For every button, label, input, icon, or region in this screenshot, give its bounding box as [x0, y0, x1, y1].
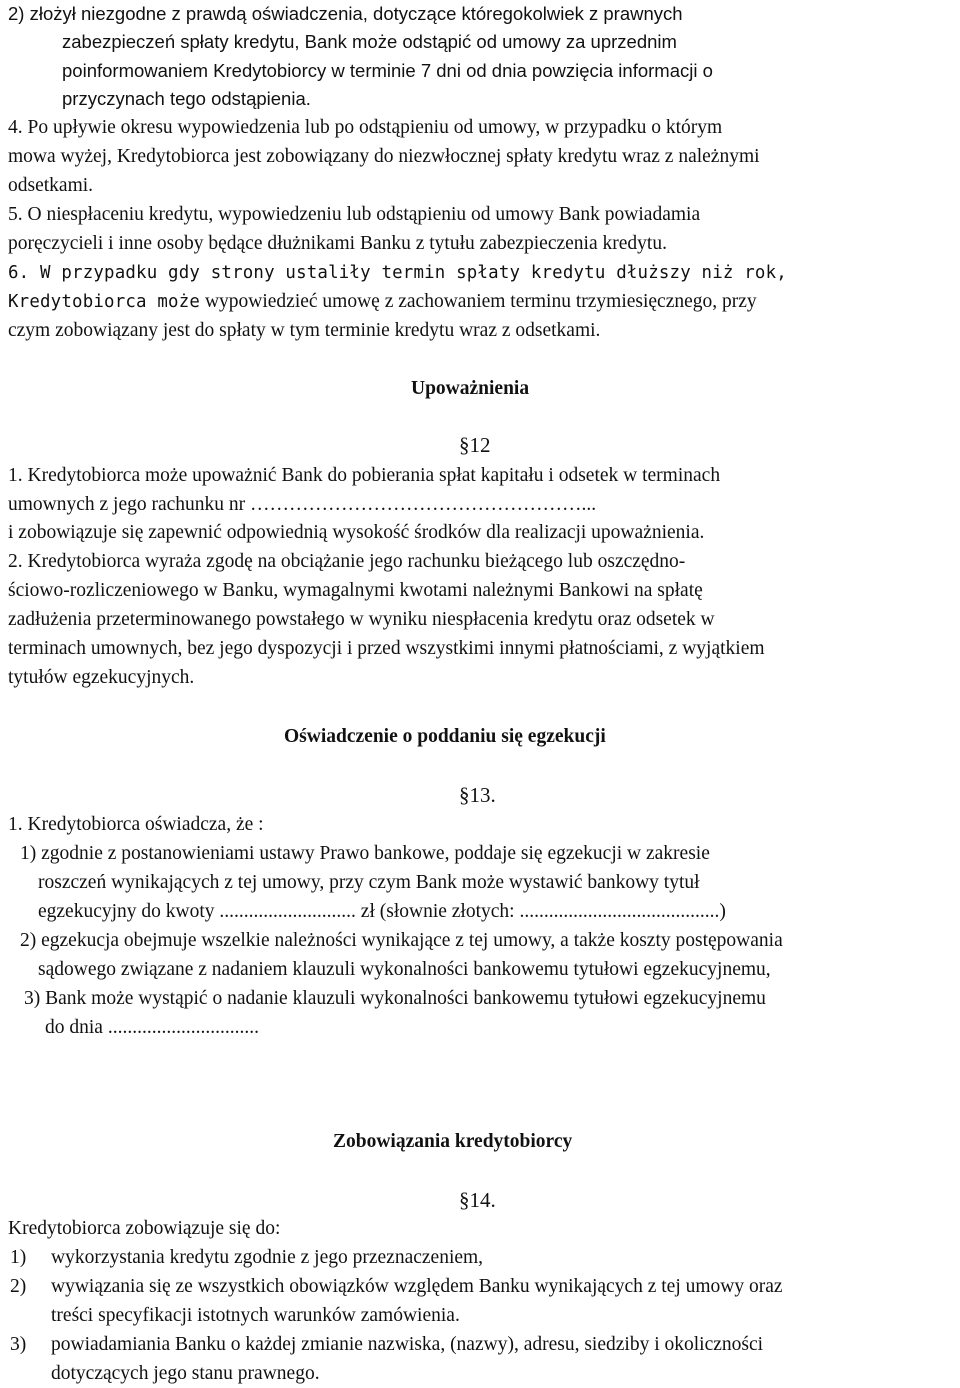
section-number — [459, 1188, 496, 1212]
text-line: ściowo-rozliczeniowego w Banku, wymagalnymi kwotami należnymi Bankowi na spłatę — [8, 580, 703, 601]
list-item: powiadamiania Banku o każdej zmianie nazwiska, (nazwy), adresu, siedziby i okoliczności — [51, 1334, 764, 1355]
text-line: 6. W przypadku gdy strony ustaliły termin spłaty kredytu dłuższy niż rok, — [8, 263, 787, 283]
text-line: umownych z jego rachunku nr ……………………………………………... — [8, 494, 597, 515]
list-item-number: 2) — [10, 1276, 27, 1297]
section-number-value: 13. — [469, 783, 496, 807]
text-line: 4. Po upływie okresu wypowiedzenia lub po odstąpieniu od umowy, w przypadku o którym — [8, 117, 723, 138]
text-line: zabezpieczeń spłaty kredytu, Bank może odstąpić od umowy za uprzednim — [62, 31, 677, 52]
list-item-number: 1) — [10, 1247, 27, 1268]
text-line: poręczycieli i inne osoby będące dłużnikami Banku z tytułu zabezpieczenia kredytu. — [8, 233, 667, 254]
text-line: tytułów egzekucyjnych. — [8, 667, 195, 688]
section-heading: Upoważnienia — [411, 378, 530, 399]
text-line: poinformowaniem Kredytobiorcy w terminie 7 dni od dnia powzięcia informacji o — [62, 60, 713, 81]
text-line: czym zobowiązany jest do spłaty w tym terminie kredytu wraz z odsetkami. — [8, 320, 601, 341]
text-line: 3) Bank może wystąpić o nadanie klauzuli wykonalności bankowemu tytułowi egzekucyjnemu — [24, 988, 766, 1009]
section-heading: Zobowiązania kredytobiorcy — [333, 1131, 573, 1152]
text-line: odsetkami. — [8, 175, 94, 196]
section-number — [459, 433, 491, 457]
section-number-value: 12 — [469, 433, 491, 457]
text-line: 2) złożył niezgodne z prawdą oświadczenia, dotyczące któregokolwiek z prawnych — [8, 3, 683, 24]
text-line: egzekucyjny do kwoty ............................ zł (słownie złotych: .........................................) — [38, 901, 726, 922]
text-line: Kredytobiorca zobowiązuje się do: — [8, 1218, 281, 1239]
section-sign-icon: § — [459, 433, 470, 457]
text-line: sądowego związane z nadaniem klauzuli wykonalności bankowemu tytułowi egzekucyjnemu, — [38, 959, 771, 980]
list-item: wywiązania się ze wszystkich obowiązków względem Banku wynikających z tej umowy oraz — [51, 1276, 783, 1297]
text-line: 1) zgodnie z postanowieniami ustawy Prawo bankowe, poddaje się egzekucji w zakresie — [20, 843, 710, 864]
list-item-continuation: dotyczących jego stanu prawnego. — [51, 1363, 320, 1384]
text-line: zadłużenia przeterminowanego powstałego w wyniku niespłacenia kredytu oraz odsetek w — [8, 609, 715, 630]
text-line: i zobowiązuje się zapewnić odpowiednią wysokość środków dla realizacji upoważnienia. — [8, 522, 705, 543]
text-line: przyczynach tego odstąpienia. — [62, 88, 311, 109]
list-item-number: 3) — [10, 1334, 27, 1355]
text-span: wypowiedzieć umowę z zachowaniem terminu trzymiesięcznego, przy — [200, 291, 757, 312]
text-line: 1. Kredytobiorca może upoważnić Bank do pobierania spłat kapitału i odsetek w terminach — [8, 465, 721, 486]
text-line: roszczeń wynikających z tej umowy, przy czym Bank może wystawić bankowy tytuł — [38, 872, 700, 893]
section-number — [459, 783, 496, 807]
text-line: 1. Kredytobiorca oświadcza, że : — [8, 814, 264, 835]
section-number-value: 14. — [469, 1188, 496, 1212]
section-sign-icon: § — [459, 1188, 470, 1212]
text-line — [8, 290, 757, 314]
text-line: 2. Kredytobiorca wyraża zgodę na obciążanie jego rachunku bieżącego lub oszczędno- — [8, 551, 686, 572]
text-line: terminach umownych, bez jego dyspozycji i przed wszystkimi innymi płatnościami, z wyjątkiem — [8, 638, 765, 659]
text-line: 5. O niespłaceniu kredytu, wypowiedzeniu lub odstąpieniu od umowy Bank powiadamia — [8, 204, 701, 225]
list-item: wykorzystania kredytu zgodnie z jego przeznaczeniem, — [51, 1247, 484, 1268]
text-line: do dnia ............................... — [45, 1017, 259, 1038]
text-line: 2) egzekucja obejmuje wszelkie należności wynikające z tej umowy, a także koszty postępowania — [20, 930, 783, 951]
section-sign-icon: § — [459, 783, 470, 807]
list-item-continuation: treści specyfikacji istotnych warunków zamówienia. — [51, 1305, 460, 1326]
text-line: mowa wyżej, Kredytobiorca jest zobowiązany do niezwłocznej spłaty kredytu wraz z należnymi — [8, 146, 760, 167]
text-span: Kredytobiorca może — [8, 292, 201, 312]
section-heading: Oświadczenie o poddaniu się egzekucji — [284, 726, 606, 747]
